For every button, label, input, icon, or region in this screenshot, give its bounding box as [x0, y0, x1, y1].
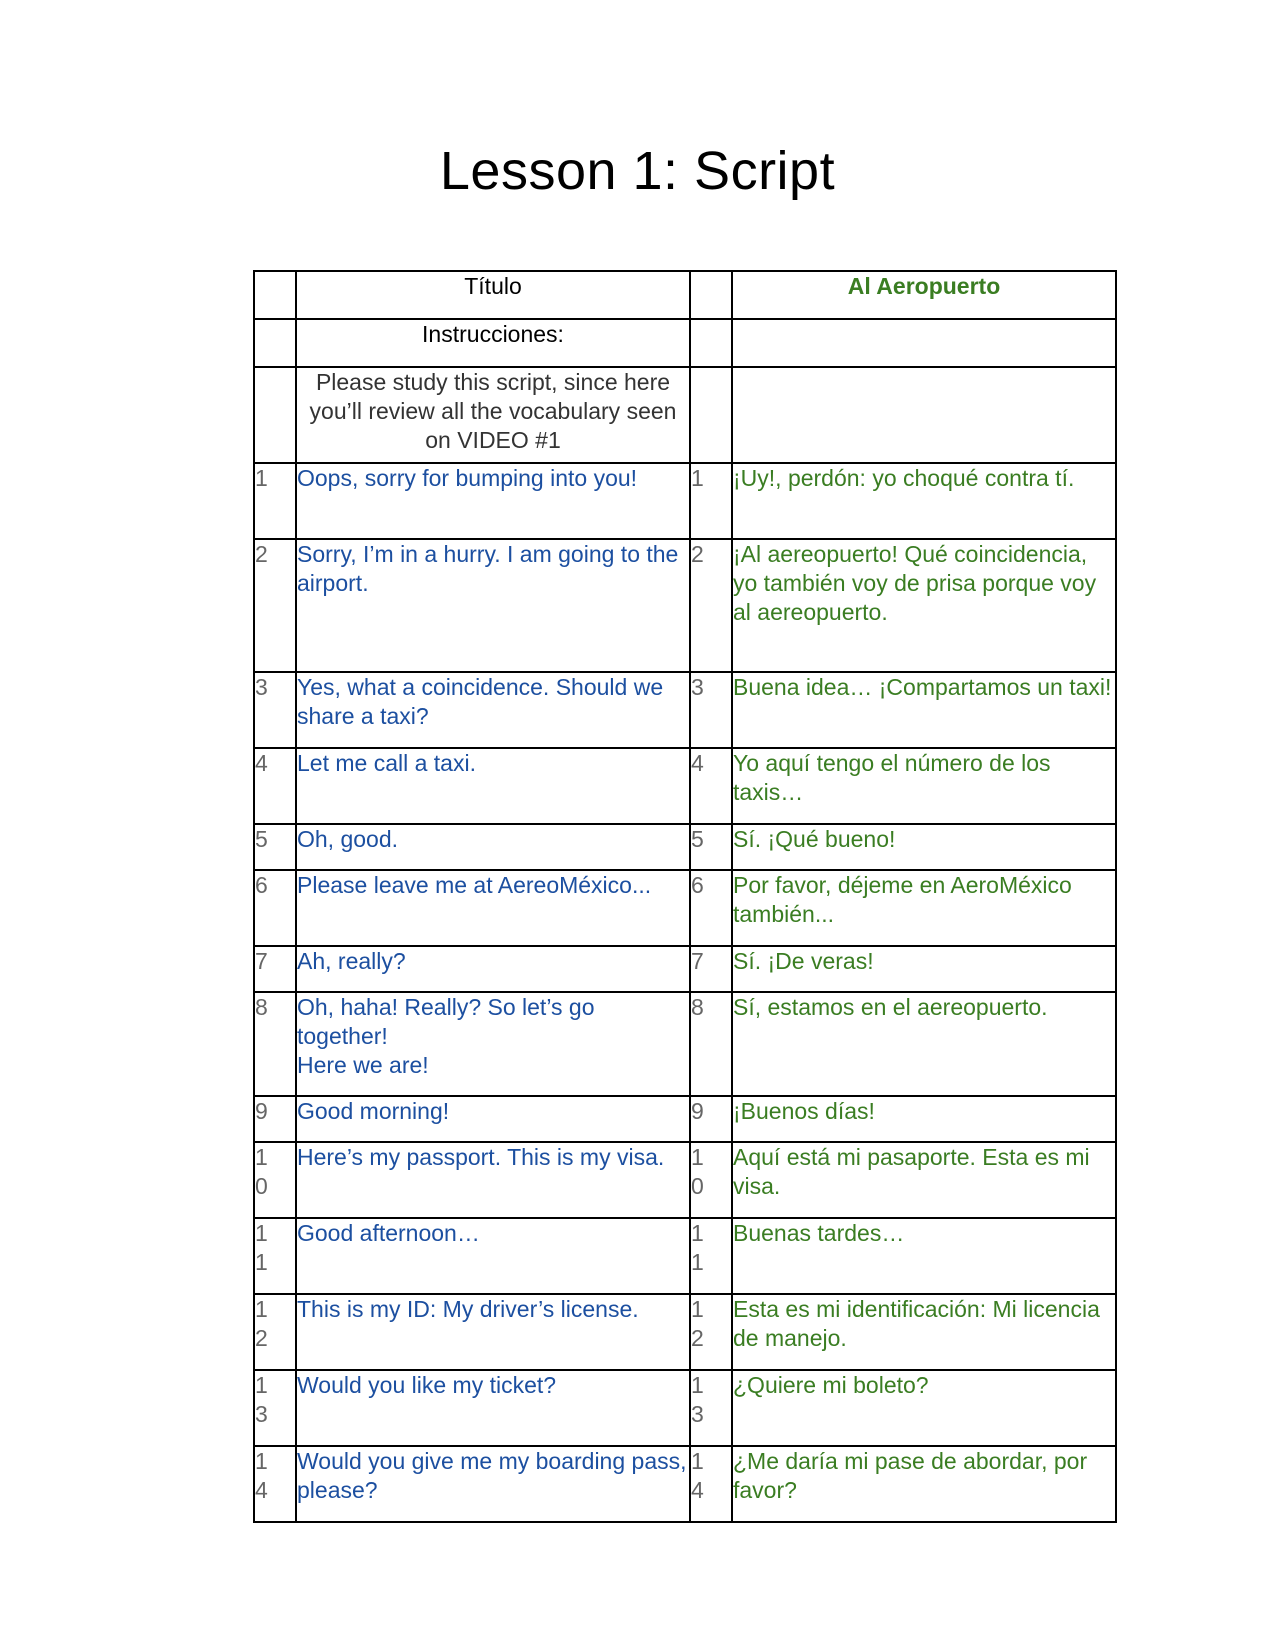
line-number: 14 — [691, 1448, 704, 1503]
table-row — [254, 946, 1116, 992]
blank-cell — [254, 367, 296, 463]
blank-cell — [690, 319, 732, 367]
line-number-cell-en — [254, 946, 296, 992]
spanish-line: Aquí está mi pasaporte. Esta es mi visa. — [732, 1142, 1116, 1218]
line-number-cell-en — [254, 824, 296, 870]
line-number: 7 — [691, 948, 704, 974]
english-line: Oops, sorry for bumping into you! — [296, 463, 690, 539]
line-number: 4 — [691, 750, 704, 776]
spanish-line: ¡Uy!, perdón: yo choqué contra tí. — [732, 463, 1116, 539]
line-number: 11 — [691, 1220, 704, 1275]
script-table — [253, 270, 1117, 1523]
table-row — [254, 992, 1116, 1096]
table-row — [254, 1446, 1116, 1522]
table-row — [254, 539, 1116, 672]
line-number-cell-es — [690, 463, 732, 539]
table-row — [254, 672, 1116, 748]
line-number: 11 — [255, 1220, 268, 1275]
english-line: Ah, really? — [296, 946, 690, 992]
table-row — [254, 748, 1116, 824]
spanish-line: Sí, estamos en el aereopuerto. — [732, 992, 1116, 1096]
line-number: 8 — [691, 994, 704, 1020]
line-number: 4 — [255, 750, 268, 776]
table-row — [254, 1370, 1116, 1446]
line-number: 3 — [691, 674, 704, 700]
page-title: Lesson 1: Script — [439, 141, 836, 201]
line-number-cell-es — [690, 748, 732, 824]
line-number-cell-en — [254, 1218, 296, 1294]
table-row — [254, 824, 1116, 870]
line-number-cell-en — [254, 463, 296, 539]
line-number: 1 — [691, 465, 704, 491]
english-line: Yes, what a coincidence. Should we share a taxi? — [296, 672, 690, 748]
line-number-cell-es — [690, 992, 732, 1096]
spanish-line: Por favor, déjeme en AeroMéxico también... — [732, 870, 1116, 946]
line-number-cell-en — [254, 672, 296, 748]
blank-cell — [732, 367, 1116, 463]
spanish-line: ¡Al aereopuerto! Qué coincidencia, yo también voy de prisa porque voy al aereopuerto. — [732, 539, 1116, 672]
line-number-cell-en — [254, 1096, 296, 1142]
line-number: 5 — [691, 826, 704, 852]
line-number: 2 — [255, 541, 268, 567]
spanish-line: Buenas tardes… — [732, 1218, 1116, 1294]
line-number-cell-en — [254, 992, 296, 1096]
table-row — [254, 1142, 1116, 1218]
english-line: Sorry, I’m in a hurry. I am going to the airport. — [296, 539, 690, 672]
english-line: Let me call a taxi. — [296, 748, 690, 824]
line-number: 10 — [691, 1144, 704, 1199]
spanish-line: Buena idea… ¡Compartamos un taxi! — [732, 672, 1116, 748]
table-row — [254, 463, 1116, 539]
english-line: Oh, good. — [296, 824, 690, 870]
line-number: 12 — [255, 1296, 268, 1351]
line-number: 13 — [255, 1372, 268, 1427]
line-number: 14 — [255, 1448, 268, 1503]
line-number-cell-es — [690, 824, 732, 870]
blank-cell — [690, 271, 732, 319]
spanish-line: Sí. ¡Qué bueno! — [732, 824, 1116, 870]
spanish-line: Esta es mi identificación: Mi licencia de manejo. — [732, 1294, 1116, 1370]
title-row — [254, 271, 1116, 319]
spanish-line: Sí. ¡De veras! — [732, 946, 1116, 992]
line-number-cell-en — [254, 539, 296, 672]
instrucciones-text-row — [254, 367, 1116, 463]
blank-cell — [254, 319, 296, 367]
line-number: 2 — [691, 541, 704, 567]
line-number-cell-es — [690, 1096, 732, 1142]
instrucciones-text: Please study this script, since here you’ll review all the vocabulary seen on VIDEO #1 — [296, 367, 690, 463]
titulo-label: Título — [296, 271, 690, 319]
blank-cell — [732, 319, 1116, 367]
line-number-cell-en — [254, 1142, 296, 1218]
blank-cell — [254, 271, 296, 319]
english-line: Here’s my passport. This is my visa. — [296, 1142, 690, 1218]
table-row — [254, 1218, 1116, 1294]
spanish-line: ¡Buenos días! — [732, 1096, 1116, 1142]
english-line: Good afternoon… — [296, 1218, 690, 1294]
script-table-body — [254, 271, 1116, 1522]
line-number: 13 — [691, 1372, 704, 1427]
spanish-line: ¿Me daría mi pase de abordar, por favor? — [732, 1446, 1116, 1522]
line-number-cell-es — [690, 1294, 732, 1370]
line-number-cell-es — [690, 672, 732, 748]
line-number: 9 — [255, 1098, 268, 1124]
table-row — [254, 1096, 1116, 1142]
line-number-cell-es — [690, 946, 732, 992]
table-row — [254, 1294, 1116, 1370]
line-number: 5 — [255, 826, 268, 852]
english-line: Would you give me my boarding pass, please? — [296, 1446, 690, 1522]
line-number: 12 — [691, 1296, 704, 1351]
line-number-cell-es — [690, 1142, 732, 1218]
line-number-cell-en — [254, 1446, 296, 1522]
line-number-cell-es — [690, 539, 732, 672]
line-number: 3 — [255, 674, 268, 700]
english-line: Would you like my ticket? — [296, 1370, 690, 1446]
line-number-cell-es — [690, 1446, 732, 1522]
blank-cell — [690, 367, 732, 463]
line-number: 6 — [691, 872, 704, 898]
line-number-cell-en — [254, 870, 296, 946]
line-number: 10 — [255, 1144, 268, 1199]
line-number: 1 — [255, 465, 268, 491]
line-number-cell-en — [254, 1294, 296, 1370]
english-line: Good morning! — [296, 1096, 690, 1142]
table-row — [254, 870, 1116, 946]
line-number-cell-en — [254, 1370, 296, 1446]
line-number: 9 — [691, 1098, 704, 1124]
line-number: 7 — [255, 948, 268, 974]
titulo-value: Al Aeropuerto — [732, 271, 1116, 319]
english-line: This is my ID: My driver’s license. — [296, 1294, 690, 1370]
instrucciones-label: Instrucciones: — [296, 319, 690, 367]
line-number: 8 — [255, 994, 268, 1020]
line-number-cell-en — [254, 748, 296, 824]
spanish-line: Yo aquí tengo el número de los taxis… — [732, 748, 1116, 824]
english-line: Oh, haha! Really? So let’s go together! Here we are! — [296, 992, 690, 1096]
line-number-cell-es — [690, 1218, 732, 1294]
instrucciones-row — [254, 319, 1116, 367]
line-number-cell-es — [690, 1370, 732, 1446]
line-number-cell-es — [690, 870, 732, 946]
line-number: 6 — [255, 872, 268, 898]
spanish-line: ¿Quiere mi boleto? — [732, 1370, 1116, 1446]
english-line: Please leave me at AereoMéxico... — [296, 870, 690, 946]
